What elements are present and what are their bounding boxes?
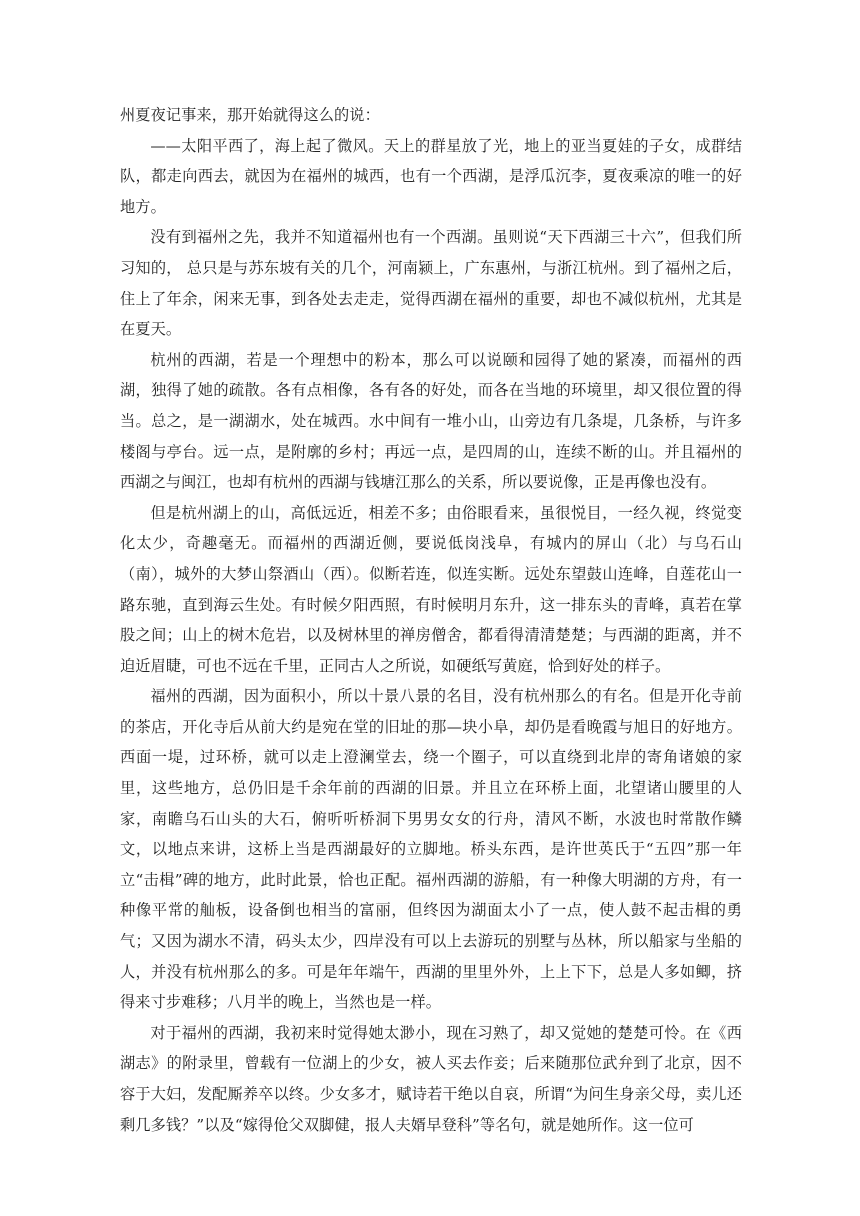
paragraph-before-fuzhou: 没有到福州之先，我并不知道福州也有一个西湖。虽则说“天下西湖三十六”，但我们所习知的， 总只是与苏东坡有关的几个，河南颍上，广东惠州，与浙江杭州。到了福州之后，住上了年余，闲来无事，到各处去走走，觉得西湖在福州的重要，却也不减似杭州，尤其是在夏天。 [120,228,742,339]
paragraph-mountains: 但是杭州湖上的山，高低远近，相差不多；由俗眼看来，虽很悦目，一经久视，终觉变化太少，奇趣毫无。而福州的西湖近侧，要说低岗浅阜，有城内的屏山（北）与乌石山（南），城外的大梦山祭酒山（西）。似断若连，似连实断。远处东望鼓山连峰，自莲花山一路东驰，直到海云生处。有时候夕阳西照，有时候明月东升，这一排东头的青峰，真若在掌股之间；山上的树木危岩，以及树林里的禅房僧舍，都看得清清楚楚；与西湖的距离，并不迫近眉睫，可也不远在千里，正同古人之所说，如硬纸写黄庭，恰到好处的样子。 [120,503,742,675]
paragraph-hangzhou-comparison: 杭州的西湖，若是一个理想中的粉本，那么可以说颐和园得了她的紧凑，而福州的西湖，独得了她的疏散。各有点相像，各有各的好处，而各在当地的环境里，却又很位置的得当。总之，是一湖湖水，处在城西。水中间有一堆小山，山旁边有几条堤，几条桥，与许多楼阁与亭台。远一点，是附廓的乡村；再远一点，是四周的山，连续不断的山。并且福州的西湖之与闽江，也却有杭州的西湖与钱塘江那么的关系，所以要说像，正是再像也没有。 [120,350,742,492]
paragraph-continuation: 州夏夜记事来，那开始就得这么的说： [120,106,380,124]
document-page [120,100,742,1140]
paragraph-impression: 对于福州的西湖，我初来时觉得她太渺小，现在习熟了，却又觉她的楚楚可怜。在《西湖志》的附录里，曾载有一位湖上的少女，被人买去作妾；后来随那位武弁到了北京，因不容于大妇，发配厮养卒以终。少女多才，赋诗若干绝以自哀，所谓“为问生身亲父母，卖儿还剩几多钱？”以及“嫁得伧父双脚健，报人夫婿早登科”等名句，就是她所作。这一位可 [120,1023,742,1134]
paragraph-scenic-spots: 福州的西湖，因为面积小，所以十景八景的名目，没有杭州那么的有名。但是开化寺前的茶店，开化寺后从前大约是宛在堂的旧址的那—块小阜，却仍是看晚霞与旭日的好地方。西面一堤，过环桥，就可以走上澄澜堂去，绕一个圈子，可以直绕到北岸的寄角诸娘的家里，这些地方，总仍旧是千余年前的西湖的旧景。并且立在环桥上面，北望诸山腰里的人家，南瞻乌石山头的大石，俯听听桥洞下男男女女的行舟，清风不断，水波也时常散作鳞文，以地点来讲，这桥上当是西湖最好的立脚地。桥头东西，是许世英氏于“五四”那一年立“击楫”碑的地方，此时此景，恰也正配。福州西湖的游船，有一种像大明湖的方舟，有一种像平常的舢板，设备倒也相当的富丽，但终因为湖面太小了一点，使人鼓不起击楫的勇气；又因为湖水不清，码头太少，四岸没有可以上去游玩的别墅与丛林，所以船家与坐船的人，并没有杭州那么的多。可是年年端午，西湖的里里外外，上上下下，总是人多如鲫，挤得来寸步难移；八月半的晚上，当然也是一样。 [120,687,742,1012]
paragraph-sunset-scene: ——太阳平西了，海上起了微风。天上的群星放了光，地上的亚当夏娃的子女，成群结队，都走向西去，就因为在福州的城西，也有一个西湖，是浮瓜沉李，夏夜乘凉的唯一的好地方。 [120,136,742,216]
